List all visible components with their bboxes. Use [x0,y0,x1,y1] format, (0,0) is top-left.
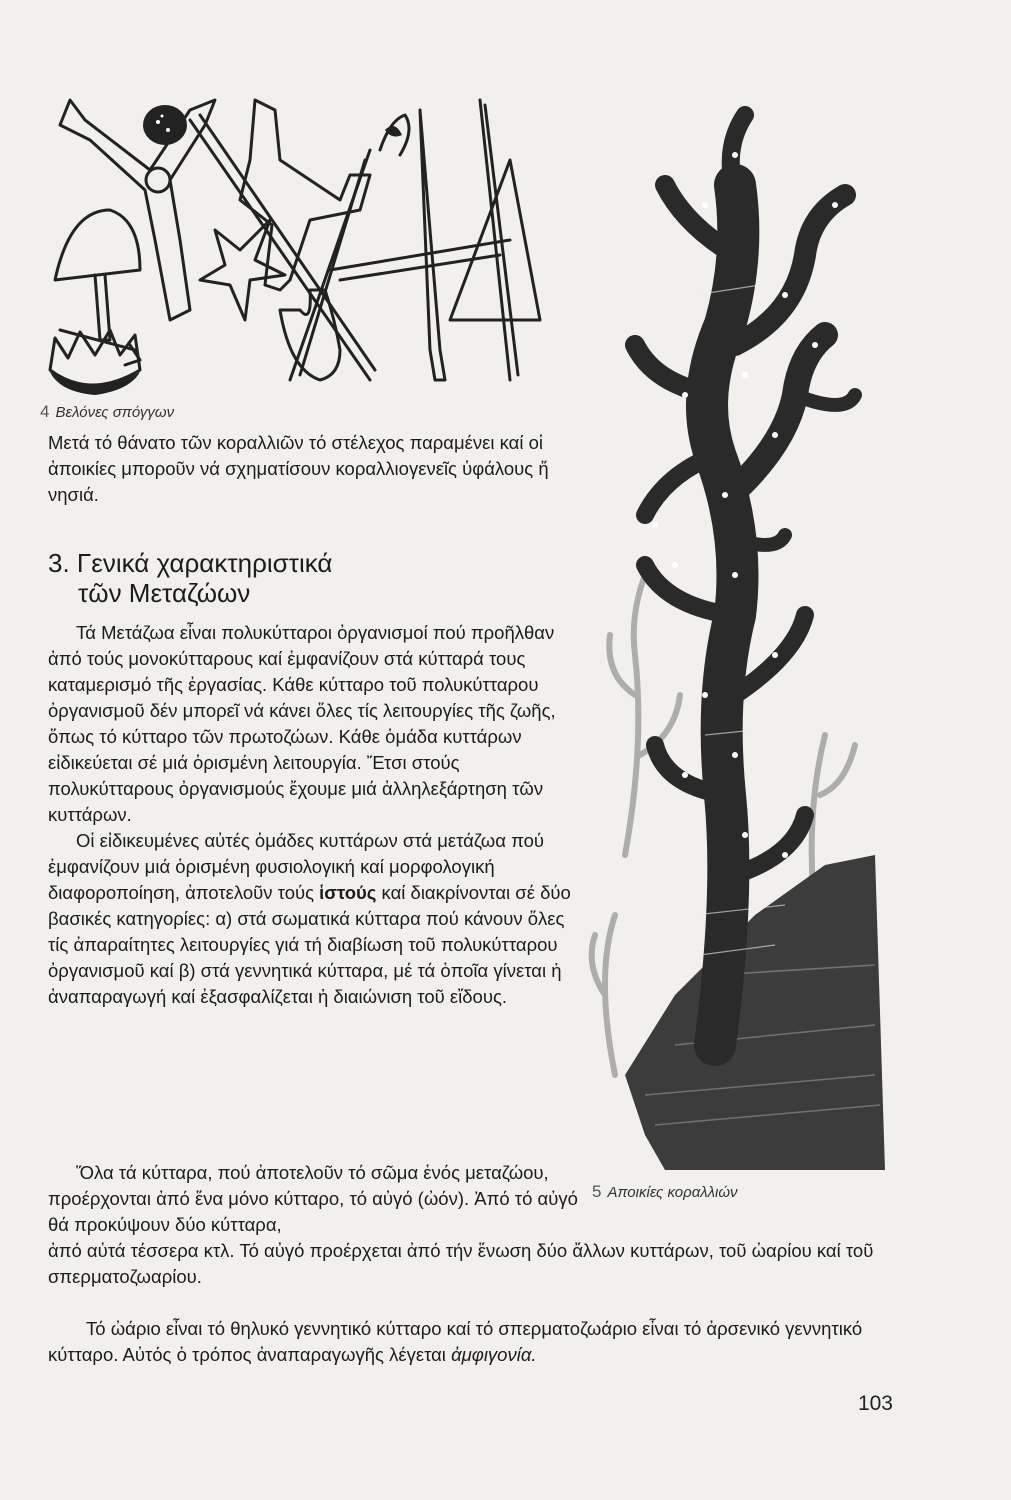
paragraph-amphigony-text: Τό ὠάριο εἶναι τό θηλυκό γεννητικό κύτταρο καί τό σπερματοζωάριο εἶναι τό ἀρσενικό γεννητικό κύτταρο. Αὐτός ὁ τρόπος ἀναπαραγωγῆς λέγεται [48,1318,863,1365]
section-heading [48,548,568,608]
keyword-tissues: ἱστούς [319,882,377,903]
page-number: 103 [857,1392,893,1415]
figure-5-number: 5 [592,1182,602,1201]
figure-4-number: 4 [40,402,50,421]
figure-4-caption-text: Βελόνες σπόγγων [55,404,175,421]
term-amphigony: ἀμφιγονία. [451,1344,537,1365]
figure-5-caption [592,1182,738,1202]
paragraph-main-part1: Τά Μετάζωα εἶναι πολυκύτταροι ὀργανισμοί πού προῆλθαν ἀπό τούς μονοκύτταρους καί ἐμφανίζουν στά κύτταρά τους καταμερισμό τῆς ἐργασίας. Κάθε κύτταρο τοῦ πολυκύτταρου ὀργανισμοῦ δέν μπορεῖ νά κάνει ὅλες τίς λειτουργίες τῆς ζωῆς, ὅπως τό κύτταρο τῶν πρωτοζώων. Κάθε ὁμάδα κυττάρων εἰδικεύεται σέ μιά ὁρισμένη λειτουργία. Ἔτσι στούς πολυκύτταρους ὀργανισμούς ἔχουμε μιά ἀλληλεξάρτηση τῶν κυττάρων. [48,622,556,825]
sponge-spicules-illustration [40,80,560,400]
paragraph-after-death: Μετά τό θάνατο τῶν κοραλλιῶν τό στέλεχος παραμένει καί οἱ ἀποικίες μποροῦν νά σχηματίσουν κοραλλιογενεῖς ὑφάλους ἤ νησιά. [48,432,549,505]
coral-colony-illustration [585,95,885,1170]
paragraph-metazoa-characteristics [48,620,578,1010]
section-title: 3. Γενικά χαρακτηριστικά [48,548,333,578]
section-subtitle: τῶν Μεταζώων [78,578,251,608]
paragraph-egg-origin: ἀπό αὐτά τέσσερα κτλ. Τό αὐγό προέρχεται ἀπό τήν ἕνωση δύο ἄλλων κυττάρων, τοῦ ὠαρίου καί τοῦ σπερματοζωαρίου. [48,1240,874,1287]
paragraph-main-part2-start: Οἱ εἰδικευμένες αὐτές ὁμάδες κυττάρων στά μετάζωα πού ἐμφανίζουν μιά ὁρισμένη φυσιολογική καί μορφολογική διαφοροποίηση, ἀποτελοῦν τούς [48,830,544,903]
paragraph-amphigony [48,1316,893,1368]
paragraph-cells-origin: Ὅλα τά κύτταρα, πού ἀποτελοῦν τό σῶμα ἑνός μεταζώου, προέρχονται ἀπό ἕνα μόνο κύτταρο, τό αὐγό (ὠόν). Ἀπό τό αὐγό θά προκύψουν δύο κύτταρα, [48,1162,578,1235]
paragraph-main-part2-end: καί διακρίνονται σέ δύο βασικές κατηγορίες: α) στά σωματικά κύτταρα πού κάνουν ὅλες τίς ἀπαραίτητες λειτουργίες γιά τή διαβίωση τοῦ πολυκύτταρου ὀργανισμοῦ καί β) στά γεννητικά κύτταρα, μέ τά ὁποῖα γίνεται ἡ ἀναπαραγωγή καί ἐξασφαλίζεται ἡ διαιώνιση τοῦ εἴδους. [48,882,571,1007]
figure-5-caption-text: Αποικίες κοραλλιών [607,1184,738,1201]
figure-4-caption [40,402,174,422]
